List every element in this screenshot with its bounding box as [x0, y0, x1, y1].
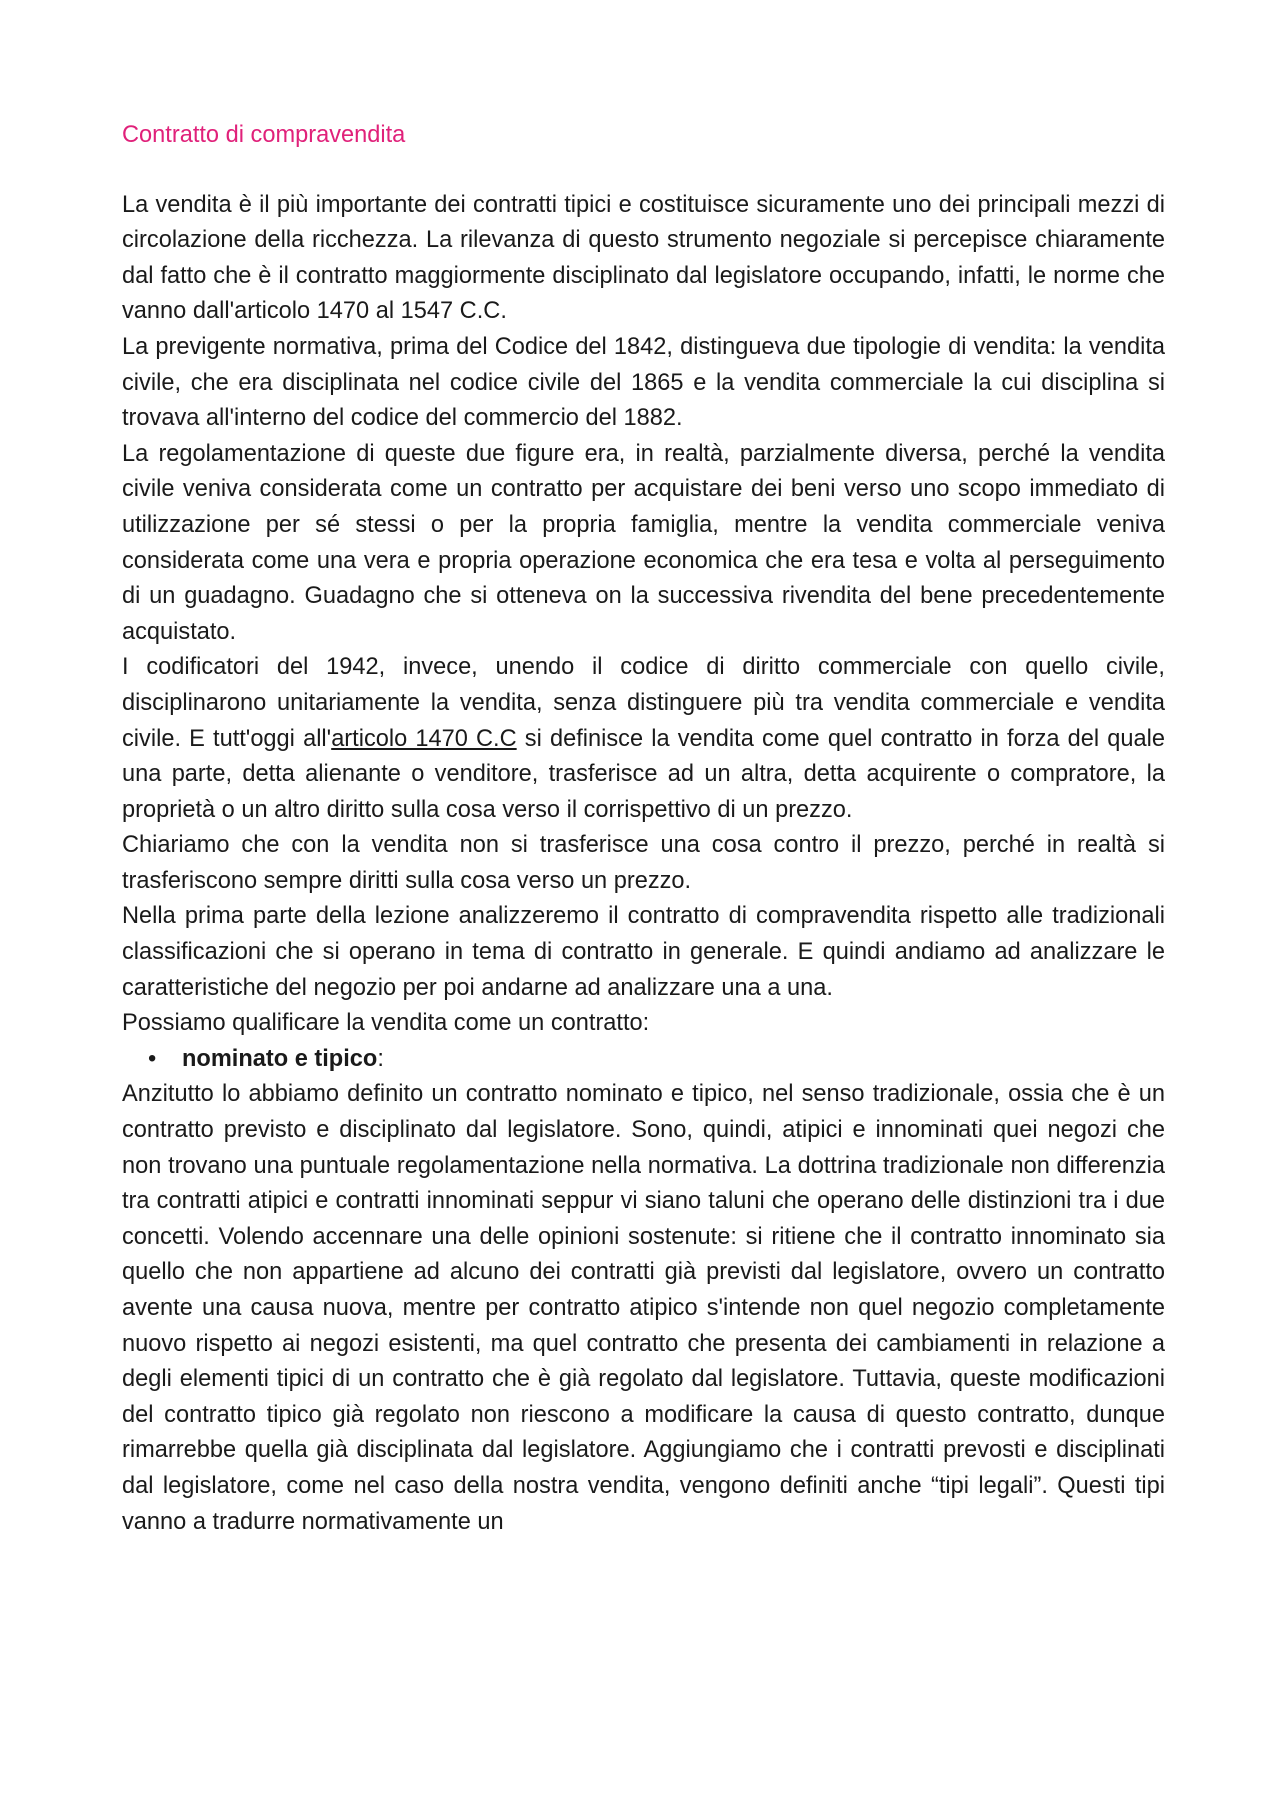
paragraph-4 [122, 650, 1165, 828]
article-1470-link[interactable]: articolo 1470 C.C [331, 725, 517, 752]
bullet-icon: • [148, 1045, 157, 1072]
paragraph-5: Chiariamo che con la vendita non si trasferisce una cosa contro il prezzo, perché in realtà si trasferiscono sempre diritti sulla cosa verso un prezzo. [122, 832, 1165, 894]
paragraph-4-text-after: si definisce la vendita come quel contratto in forza del quale una parte, detta alienante o venditore, trasferisce ad un altra, detta acquirente o compratore, la proprietà o un altro diritto sulla cosa verso il corrispettivo di un prezzo. [122, 725, 1165, 823]
document-page [122, 118, 1165, 1540]
paragraph-3: La regolamentazione di queste due figure era, in realtà, parzialmente diversa, perché la vendita civile veniva considerata come un contratto per acquistare dei beni verso uno scopo immediato di utilizzazione per sé stessi o per la propria famiglia, mentre la vendita commerciale veniva considerata come una vera e propria operazione economica che era tesa e volta al perseguimento di un guadagno. Guadagno che si otteneva on la successiva rivendita del bene precedentemente acquistato. [122, 440, 1165, 645]
document-title: Contratto di compravendita [122, 122, 406, 148]
bullet-label: nominato e tipico [182, 1045, 378, 1072]
paragraph-8: Anzitutto lo abbiamo definito un contratto nominato e tipico, nel senso tradizionale, ossia che è un contratto previsto e disciplinato dal legislatore. Sono, quindi, atipici e innominati quei negozi che non trovano una puntuale regolamentazione nella normativa. La dottrina tradizionale non differenzia tra contratti atipici e contratti innominati seppur vi siano taluni che operano delle distinzioni tra i due concetti. Volendo accennare una delle opinioni sostenute: si ritiene che il contratto innominato sia quello che non appartiene ad alcuno dei contratti già previsti dal legislatore, ovvero un contratto avente una causa nuova, mentre per contratto atipico s'intende non quel negozio completamente nuovo rispetto ai negozi esistenti, ma quel contratto che presenta dei cambiamenti in relazione a degli elementi tipici di un contratto che è già regolato dal legislatore. Tuttavia, queste modificazioni del contratto tipico già regolato non riescono a modificare la causa di questo contratto, dunque rimarrebbe quella già disciplinata dal legislatore. Aggiungiamo che i contratti prevosti e disciplinati dal legislatore, come nel caso della nostra vendita, vengono definiti anche “tipi legali”. Questi tipi vanno a tradurre normativamente un [122, 1081, 1165, 1535]
paragraph-4-text-before: I codificatori del 1942, invece, unendo il codice di diritto commerciale con quello civile, disciplinarono unitariamente la vendita, senza distinguere più tra vendita commerciale e vendita civile. E tutt'oggi all' [122, 654, 1165, 752]
bullet-item [122, 1042, 1165, 1078]
bullet-colon: : [377, 1045, 384, 1072]
paragraph-2: La previgente normativa, prima del Codice del 1842, distingueva due tipologie di vendita: la vendita civile, che era disciplinata nel codice civile del 1865 e la vendita commerciale la cui disciplina si trovava all'interno del codice del commercio del 1882. [122, 333, 1165, 432]
paragraph-7: Possiamo qualificare la vendita come un contratto: [122, 1010, 650, 1037]
paragraph-1: La vendita è il più importante dei contratti tipici e costituisce sicuramente uno dei principali mezzi di circolazione della ricchezza. La rilevanza di questo strumento negoziale si percepisce chiaramente dal fatto che è il contratto maggiormente disciplinato dal legislatore occupando, infatti, le norme che vanno dall'articolo 1470 al 1547 C.C. [122, 191, 1165, 325]
paragraph-6: Nella prima parte della lezione analizzeremo il contratto di compravendita rispetto alle tradizionali classificazioni che si operano in tema di contratto in generale. E quindi andiamo ad analizzare le caratteristiche del negozio per poi andarne ad analizzare una a una. [122, 903, 1165, 1001]
